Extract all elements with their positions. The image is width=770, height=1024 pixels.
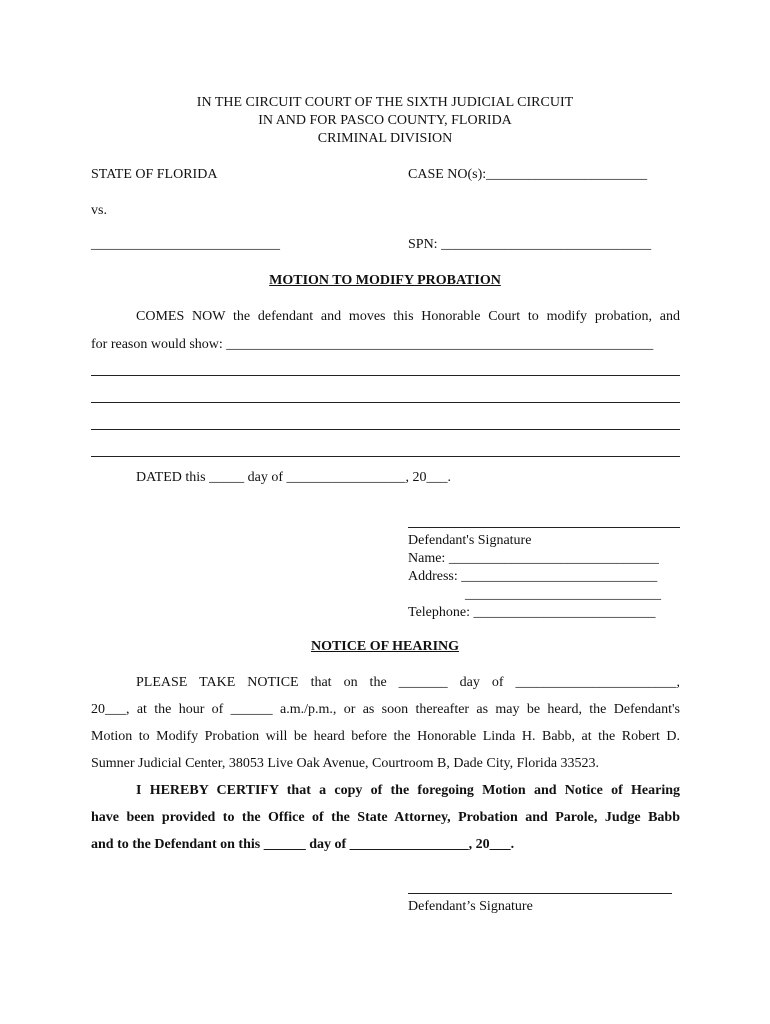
defendant-name-field[interactable]: ___________________________ (91, 237, 280, 252)
motion-paragraph-line-1: COMES NOW the defendant and moves this Honorable Court to modify probation, and (136, 309, 680, 324)
reason-line-2[interactable] (91, 402, 680, 403)
address-field[interactable]: Address: ____________________________ (408, 569, 658, 584)
notice-title: NOTICE OF HEARING (310, 639, 460, 654)
motion-title: MOTION TO MODIFY PROBATION (269, 273, 501, 288)
reason-line-3[interactable] (91, 429, 680, 430)
notice-line-4: Sumner Judicial Center, 38053 Live Oak Avenue, Courtroom B, Dade City, Florida 33523. (91, 756, 600, 771)
dated-line[interactable]: DATED this _____ day of _________________, 20___. (136, 470, 451, 485)
reason-field[interactable]: for reason would show: _____________________________________________________________ (91, 337, 654, 352)
defendant-signature-line[interactable] (408, 527, 680, 528)
state-of-florida: STATE OF FLORIDA (91, 167, 218, 182)
final-signature-line[interactable] (408, 893, 672, 894)
case-number-field[interactable]: CASE NO(s):_______________________ (408, 167, 648, 182)
court-header-line-3: CRIMINAL DIVISION (317, 131, 453, 146)
reason-line-4[interactable] (91, 456, 680, 457)
address-field-line-2[interactable]: ____________________________ (465, 587, 661, 602)
final-signature-label: Defendant’s Signature (408, 899, 533, 914)
notice-line-2: 20___, at the hour of ______ a.m./p.m., or as soon thereafter as may be heard, the Defendant's (91, 702, 680, 717)
notice-line-3: Motion to Modify Probation will be heard before the Honorable Linda H. Babb, at the Robert D. (91, 729, 680, 744)
defendant-signature-label: Defendant's Signature (408, 533, 532, 548)
court-header-line-2: IN AND FOR PASCO COUNTY, FLORIDA (258, 113, 512, 128)
certify-line-1: I HEREBY CERTIFY that a copy of the foregoing Motion and Notice of Hearing (136, 783, 680, 798)
reason-line-1[interactable] (91, 375, 680, 376)
certify-line-2: have been provided to the Office of the State Attorney, Probation and Parole, Judge Babb (91, 810, 680, 825)
spn-field[interactable]: SPN: ______________________________ (408, 237, 652, 252)
court-header-line-1: IN THE CIRCUIT COURT OF THE SIXTH JUDICIAL CIRCUIT (196, 95, 574, 110)
versus-label: vs. (91, 203, 107, 218)
telephone-field[interactable]: Telephone: __________________________ (408, 605, 656, 620)
name-field[interactable]: Name: ______________________________ (408, 551, 659, 566)
certify-line-3[interactable]: and to the Defendant on this ______ day of _________________, 20___. (91, 837, 515, 852)
notice-line-1: PLEASE TAKE NOTICE that on the _______ day of _______________________, (136, 675, 680, 690)
